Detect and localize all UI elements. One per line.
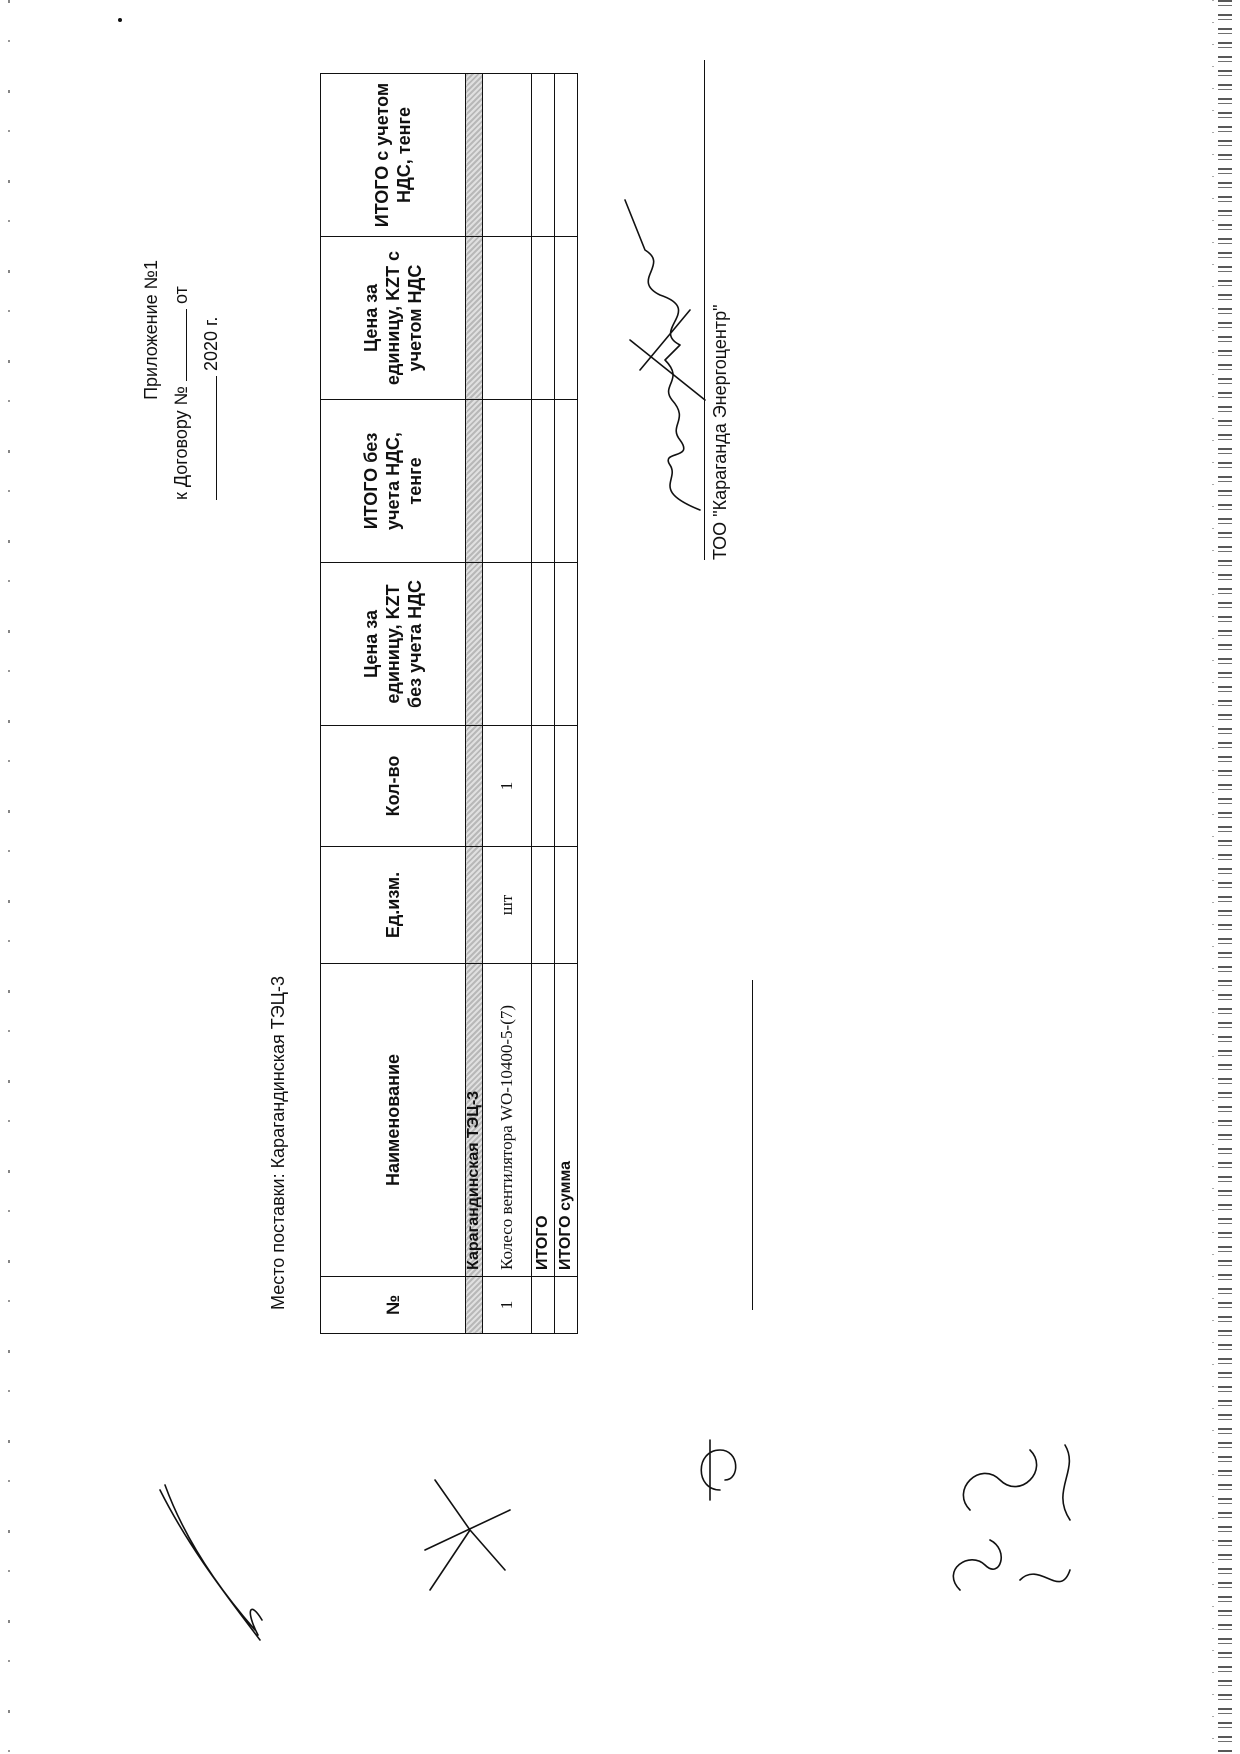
- section-cell: [466, 237, 483, 400]
- contract-year: 2020 г.: [201, 316, 221, 371]
- sum-cell: [555, 726, 578, 847]
- header-number: №: [321, 1277, 466, 1334]
- sum-label: ИТОГО сумма: [555, 964, 578, 1277]
- organization-name: ТОО "Караганда Энергоцентр": [710, 304, 730, 560]
- section-cell: [466, 74, 483, 237]
- sum-cell: [555, 1277, 578, 1334]
- section-cell: [466, 400, 483, 563]
- sum-cell: [555, 74, 578, 237]
- header-unit: Ед.изм.: [321, 847, 466, 964]
- total-cell: [532, 237, 555, 400]
- contract-prefix: к Договору №: [171, 386, 191, 500]
- row-price-vat: [483, 237, 532, 400]
- contract-from: от: [171, 286, 191, 305]
- main-signature: [610, 190, 720, 520]
- header-total-vat: ИТОГО с учетом НДС, тенге: [321, 74, 466, 237]
- section-cell-number: [466, 1277, 483, 1334]
- total-cell: [532, 726, 555, 847]
- header-price-net: Цена за единицу, KZT без учета НДС: [321, 563, 466, 726]
- contract-line: [166, 260, 196, 500]
- signature-line-left: [752, 980, 753, 1310]
- sum-cell: [555, 563, 578, 726]
- sum-cell: [555, 237, 578, 400]
- row-quantity: 1: [483, 726, 532, 847]
- sum-row: [555, 74, 578, 1334]
- appendix-header: [136, 260, 226, 500]
- scan-edge-right: [1218, 0, 1232, 1754]
- scan-edge-left: [8, 0, 10, 1754]
- table-header-row: [321, 74, 466, 1334]
- margin-signature-4: [930, 1420, 1100, 1620]
- header-price-vat: Цена за единицу, KZT с учетом НДС: [321, 237, 466, 400]
- total-cell: [532, 400, 555, 563]
- total-cell: [532, 74, 555, 237]
- appendix-title: Приложение №1: [141, 260, 161, 400]
- delivery-place: Место поставки: Карагандинская ТЭЦ-3: [268, 976, 288, 1310]
- row-total-vat: [483, 74, 532, 237]
- date-line: [196, 260, 226, 500]
- document-sheet: [50, 50, 1120, 1690]
- specification-table: [320, 73, 578, 1334]
- sum-cell: [555, 400, 578, 563]
- total-cell: [532, 1277, 555, 1334]
- section-title: Карагандинская ТЭЦ-3: [466, 964, 483, 1277]
- header-name: Наименование: [321, 964, 466, 1277]
- row-price-net: [483, 563, 532, 726]
- header-quantity: Кол-во: [321, 726, 466, 847]
- date-blank: [198, 376, 217, 500]
- row-unit: шт: [483, 847, 532, 964]
- section-cell: [466, 847, 483, 964]
- row-name: Колесо вентилятора WO-10400-5-(7): [483, 964, 532, 1277]
- section-cell: [466, 563, 483, 726]
- sum-cell: [555, 847, 578, 964]
- total-label: ИТОГО: [532, 964, 555, 1277]
- section-cell: [466, 726, 483, 847]
- row-number: 1: [483, 1277, 532, 1334]
- margin-signature-1: [150, 1460, 270, 1660]
- total-row: [532, 74, 555, 1334]
- row-total-net: [483, 400, 532, 563]
- scan-speck: [118, 18, 122, 22]
- total-cell: [532, 847, 555, 964]
- table-row: [483, 74, 532, 1334]
- contract-number-blank: [168, 309, 187, 381]
- total-cell: [532, 563, 555, 726]
- header-total-net: ИТОГО без учета НДС, тенге: [321, 400, 466, 563]
- margin-signature-2: [410, 1450, 520, 1610]
- margin-signature-3: [680, 1430, 760, 1510]
- scan-edge-right-inner: [1212, 0, 1214, 1754]
- section-row: [466, 74, 483, 1334]
